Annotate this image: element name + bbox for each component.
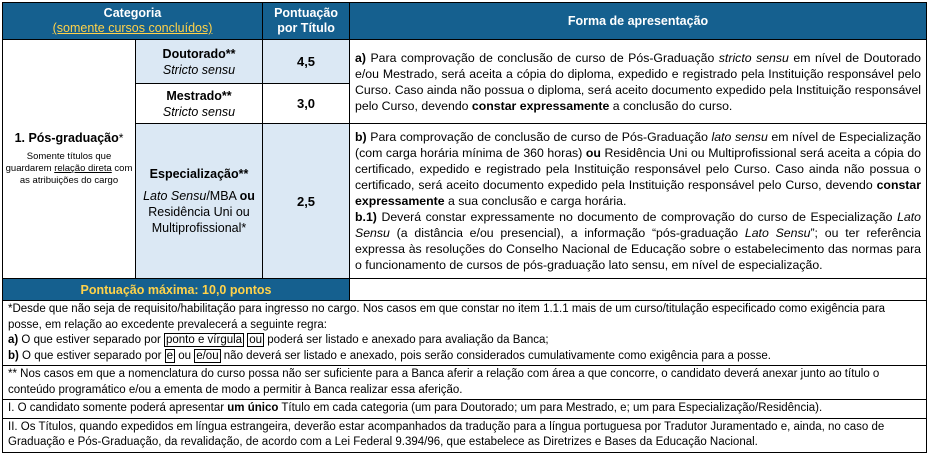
degree-especializacao-line2: Residência Uni ou (148, 205, 250, 219)
points-doutorado: 4,5 (263, 40, 350, 84)
category-title: 1. Pós-graduação (14, 131, 119, 145)
desc-a: a) Para comprovação de conclusão de curso de Pós-Graduação stricto sensu em nível de Doutorado e/ou Mestrado, será aceita a cópia do diploma, expedido e registrado pela Instituição responsável pelo Curso. Caso ainda não possua o diploma, será aceito documento expedido pela Instituição responsável pelo Curso, devendo constar expressamente a conclusão do curso. (350, 40, 927, 124)
degree-mestrado-name: Mestrado** (166, 88, 232, 103)
points-especializacao: 2,5 (263, 124, 350, 279)
category-subtitle: Somente títulos que guardarem relação direta com as atribuições do cargo (5, 151, 133, 186)
degree-doutorado-type: Stricto sensu (162, 62, 236, 77)
degree-especializacao (136, 124, 263, 279)
header-categoria-sub: (somente cursos concluídos) (52, 21, 213, 35)
degree-mestrado-type: Stricto sensu (162, 104, 236, 119)
desc-b (350, 124, 927, 279)
rule-b: b) O que estiver separado por e ou e/ou não deverá ser listado e anexado, pois serão considerados cumulativamente como exigência para a posse. (8, 349, 772, 362)
rule-a: a) O que estiver separado por ponto e vírgula ou poderá ser listado e anexado para avaliação da Banca; (8, 334, 549, 346)
note-rules (3, 301, 927, 366)
header-pontuacao-line2: por Título (277, 21, 335, 35)
degree-especializacao-line1: Lato Sensu/MBA ou (143, 189, 255, 203)
header-categoria (3, 3, 263, 40)
desc-b-main: b) Para comprovação de conclusão de curso de Pós-Graduação lato sensu em nível de Especialização (com carga horária mínima de 360 horas) ou Residência Uni ou Multiprofissional será aceita a cópia do certificado, expedido e registrado pela Instituição responsável pelo Curso. Caso ainda não possua o certificado, será aceito documento expedido pela Instituição responsável pelo Curso, devendo constar expressamente a sua conclusão e carga horária. (355, 130, 922, 208)
max-score-blank (350, 279, 927, 301)
category-star: * (118, 131, 124, 145)
points-mestrado: 3,0 (263, 84, 350, 124)
desc-b1: b.1) Deverá constar expressamente no documento de comprovação do curso de Especialização Lato Sensu (a distância e/ou presencial), a informação “pós-graduação Lato Sensu”; ou ter referência expressa às resoluções do Conselho Nacional de Educação sobre o estabelecimento das normas para o funcionamento de cursos de pós-graduação lato sensu, em nível de especialização. (355, 210, 922, 272)
degree-especializacao-line3: Multiprofissional* (151, 221, 247, 235)
max-score: Pontuação máxima: 10,0 pontos (3, 279, 350, 301)
header-pontuacao-line1: Pontuação (274, 6, 338, 20)
header-categoria-title: Categoria (103, 6, 162, 20)
note-star: *Desde que não seja de requisito/habilitação para ingresso no cargo. Nos casos em que constar no item 1.1.1 mais de um curso/titulação especificado como exigência para posse, em relação ao excedente prevalecerá a seguinte regra: (8, 303, 886, 331)
header-forma: Forma de apresentação (350, 3, 927, 40)
category-pos-graduacao (3, 40, 136, 279)
degree-doutorado (136, 40, 263, 84)
note-i: I. O candidato somente poderá apresentar um único Título em cada categoria (um para Doutorado; um para Mestrado, e; um para Especialização/Residência). (3, 400, 927, 419)
degree-especializacao-name: Especialização** (149, 167, 249, 181)
degree-mestrado (136, 84, 263, 124)
note-double-star: ** Nos casos em que a nomenclatura do curso possa não ser suficiente para a Banca aferir a relação com área a que concorre, o candidato deverá anexar junto ao título o conteúdo programático e/ou a ementa de modo a permitir à Banca realizar essa aferição. (3, 366, 927, 400)
titles-table (2, 2, 927, 453)
header-pontuacao (263, 3, 350, 40)
degree-doutorado-name: Doutorado** (162, 46, 236, 61)
note-ii: II. Os Títulos, quando expedidos em língua estrangeira, deverão estar acompanhados da tradução para a língua portuguesa por Tradutor Juramentado e, ainda, no caso de Graduação e Pós-Graduação, da revalidação, de acordo com a Lei Federal 9.394/96, que estabelece as Diretrizes e Bases da Educação Nacional. (3, 418, 927, 452)
